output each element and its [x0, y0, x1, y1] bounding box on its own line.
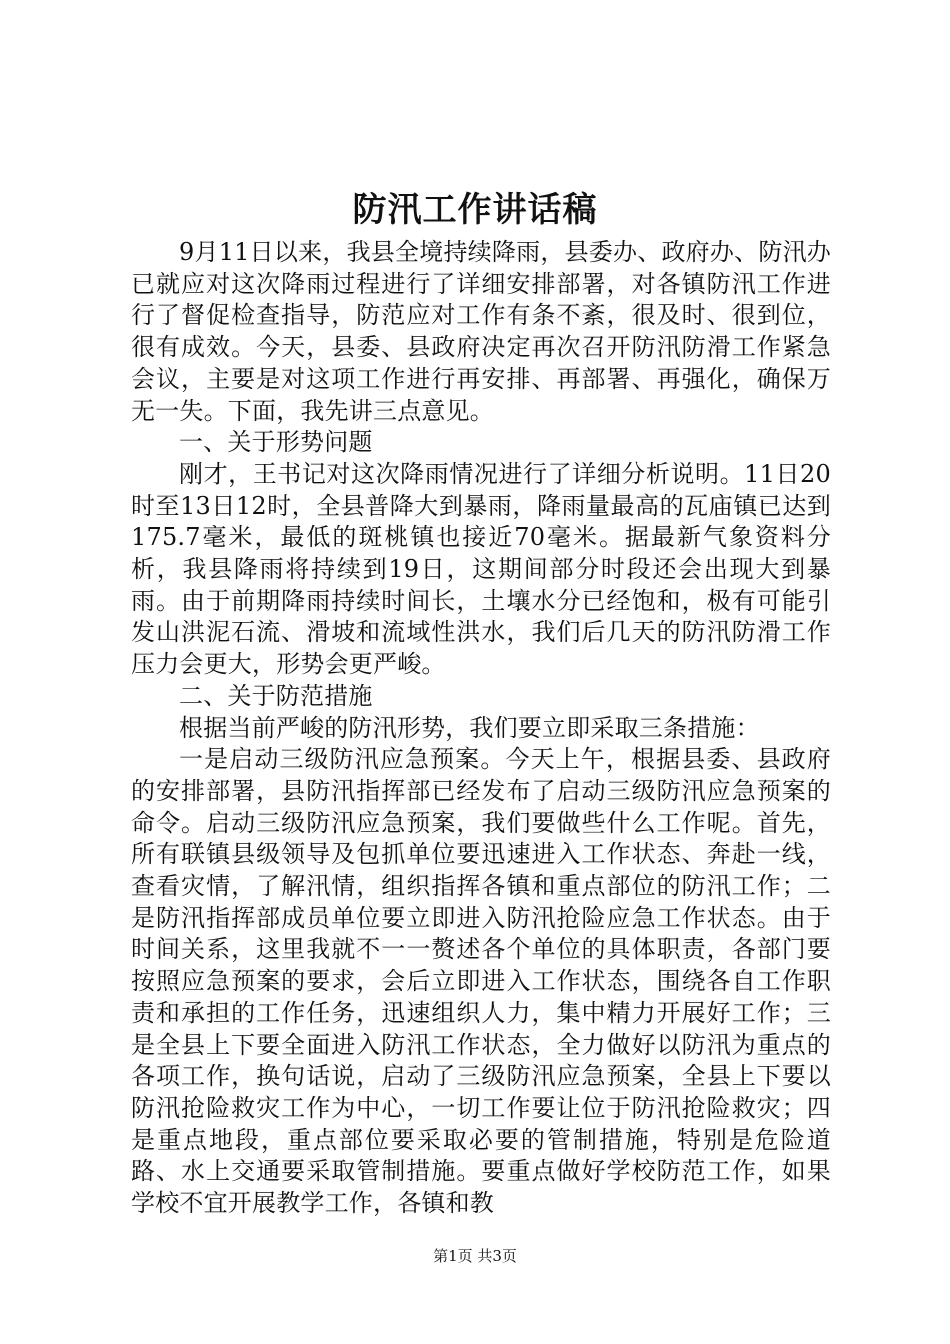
paragraph-measures-intro: 根据当前严峻的防汛形势，我们要立即采取三条措施： — [179, 713, 760, 742]
document-title: 防汛工作讲话稿 — [352, 190, 598, 230]
paragraph-situation: 刚才，王书记对这次降雨情况进行了详细分析说明。11日20时至13日12时，全县普降大到暴雨，降雨量最高的瓦庙镇已达到175.7毫米，最低的斑桃镇也接近70毫米。据最新气象资料分析，我县降雨将持续到19日，这期间部分时段还会出现大到暴雨。由于前期降雨持续时间长，土壤水分已经饱和，极有可能引发山洪泥石流、滑坡和流域性洪水，我们后几天的防汛防滑工作压力会更大，形势会更严峻。 — [131, 459, 831, 679]
document-body — [131, 237, 831, 1220]
page-footer: 第1页 共3页 — [433, 1247, 517, 1265]
paragraph-intro: 9月11日以来，我县全境持续降雨，县委办、政府办、防汛办已就应对这次降雨过程进行了详细安排部署，对各镇防汛工作进行了督促检查指导，防范应对工作有条不紊，很及时、很到位，很有成效。今天，县委、县政府决定再次召开防汛防滑工作紧急会议，主要是对这项工作进行再安排、再部署、再强化，确保万无一失。下面，我先讲三点意见。 — [131, 238, 831, 425]
section-heading-situation: 一、关于形势问题 — [179, 428, 373, 457]
section-heading-measures: 二、关于防范措施 — [179, 681, 373, 710]
paragraph-measure-one: 一是启动三级防汛应急预案。今天上午，根据县委、县政府的安排部署，县防汛指挥部已经发布了启动三级防汛应急预案的命令。启动三级防汛应急预案，我们要做些什么工作呢。首先，所有联镇县级领导及包抓单位要迅速进入工作状态、奔赴一线，查看灾情，了解汛情，组织指挥各镇和重点部位的防汛工作；二是防汛指挥部成员单位要立即进入防汛抢险应急工作状态。由于时间关系，这里我就不一一赘述各个单位的具体职责，各部门要按照应急预案的要求，会后立即进入工作状态，围绕各自工作职责和承担的工作任务，迅速组织人力，集中精力开展好工作；三是全县上下要全面进入防汛工作状态，全力做好以防汛为重点的各项工作，换句话说，启动了三级防汛应急预案，全县上下要以防汛抢险救灾工作为中心，一切工作要让位于防汛抢险救灾；四是重点地段，重点部位要采取必要的管制措施，特别是危险道路、水上交通要采取管制措施。要重点做好学校防范工作，如果学校不宜开展教学工作，各镇和教 — [131, 745, 831, 1218]
